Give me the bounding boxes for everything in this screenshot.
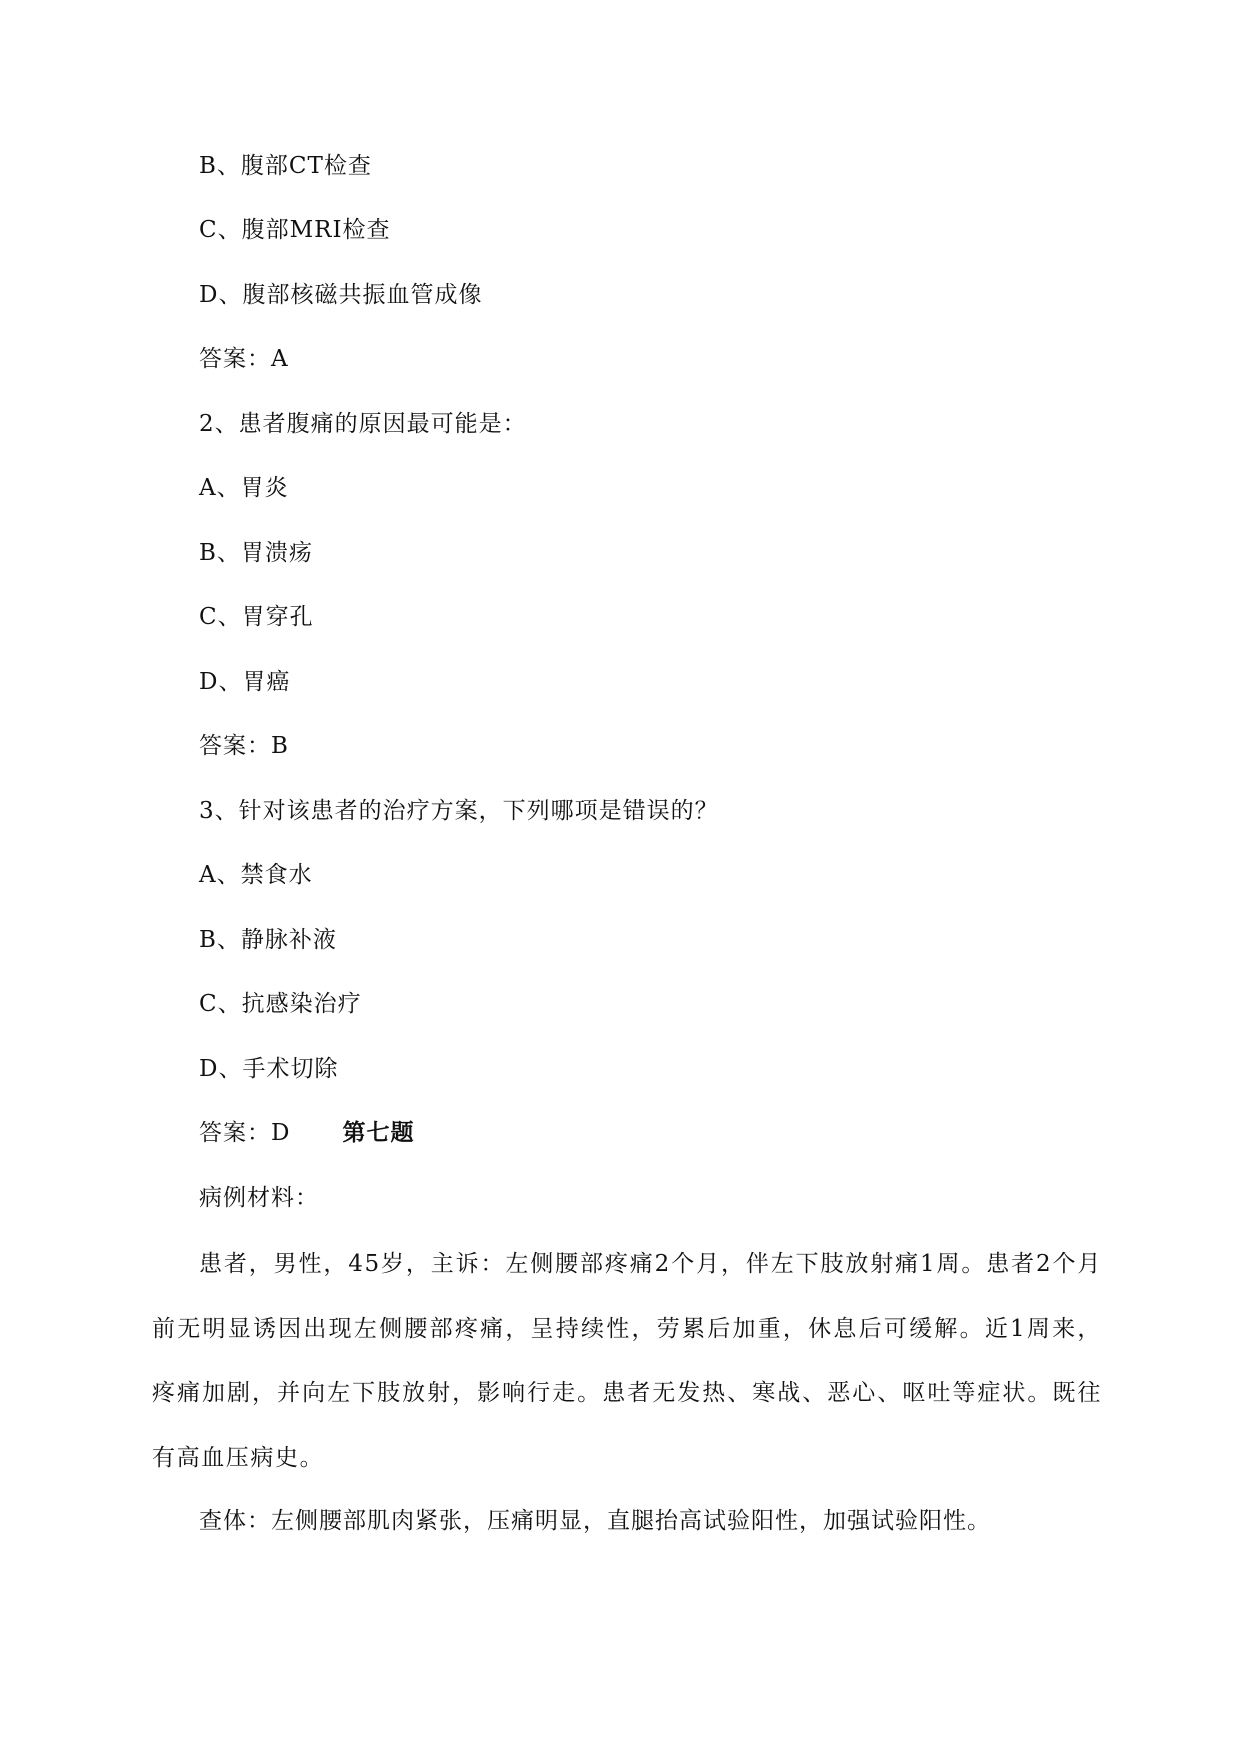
case-label: 病例材料： [199,1185,319,1211]
option-c-abdominal-mri: C、腹部MRI检查 [199,217,391,243]
question-3: 3、针对该患者的治疗方案，下列哪项是错误的？ [199,798,719,824]
option-a-gastritis: A、胃炎 [199,475,289,501]
answer-3: 答案：D [199,1120,291,1146]
option-b-abdominal-ct: B、腹部CT检查 [199,153,372,179]
option-d-surgery: D、手术切除 [199,1056,339,1082]
physical-exam: 查体：左侧腰部肌肉紧张，压痛明显，直腿抬高试验阳性，加强试验阳性。 [199,1508,991,1534]
answer-1: 答案：A [199,346,289,372]
option-a-fasting: A、禁食水 [199,862,313,888]
option-b-iv-fluids: B、静脉补液 [199,927,337,953]
option-c-gastric-perforation: C、胃穿孔 [199,604,314,630]
answer-3-row [199,1117,414,1149]
case-description: 患者，男性，45岁，主诉：左侧腰部疼痛2个月，伴左下肢放射痛1周。患者2个月前无明显诱因出现左侧腰部疼痛，呈持续性，劳累后加重，休息后可缓解。近1周来，疼痛加剧，并向左下肢放射，影响行走。患者无发热、寒战、恶心、呕吐等症状。既往有高血压病史。 [152,1251,1102,1471]
question-2: 2、患者腹痛的原因最可能是： [199,411,527,437]
option-b-gastric-ulcer: B、胃溃疡 [199,540,313,566]
option-d-gastric-cancer: D、胃癌 [199,669,291,695]
option-c-anti-infection: C、抗感染治疗 [199,991,362,1017]
option-d-mra: D、腹部核磁共振血管成像 [199,282,483,308]
section-title: 第七题 [342,1120,415,1146]
answer-2: 答案：B [199,733,289,759]
